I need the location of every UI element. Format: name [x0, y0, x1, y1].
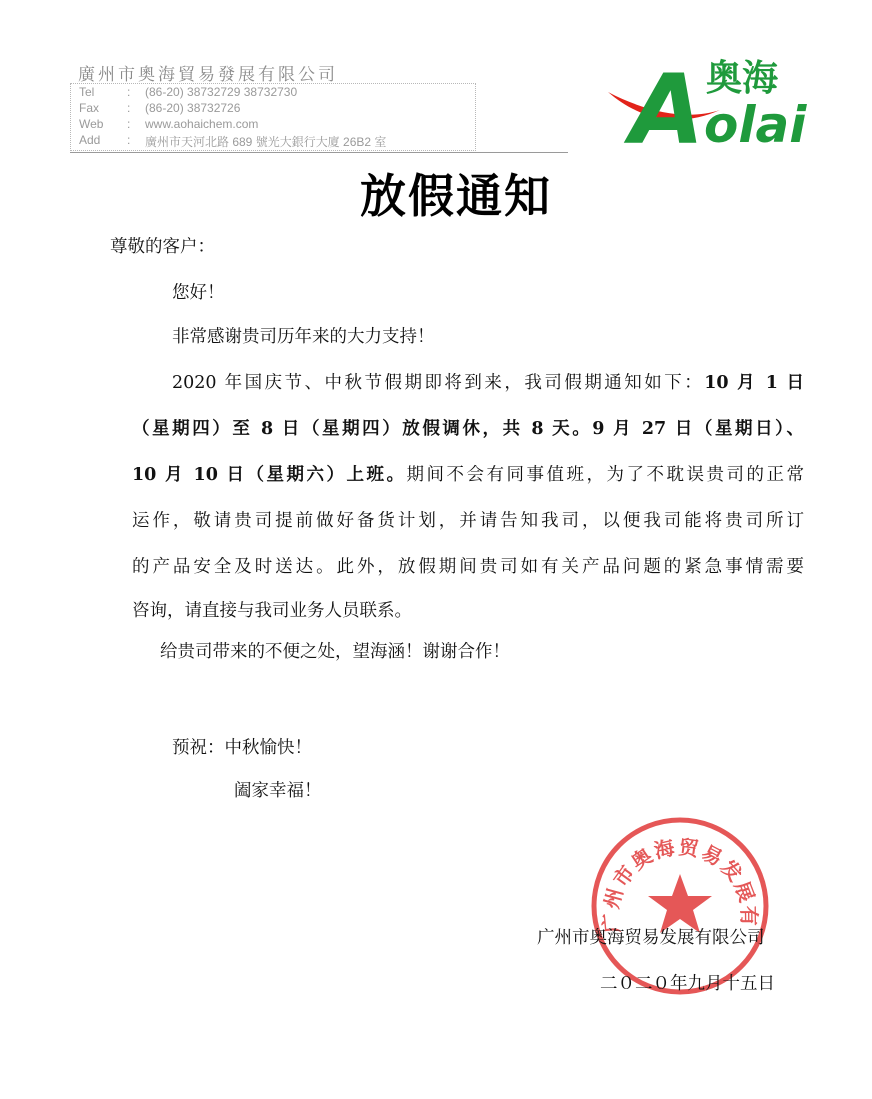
contact-label: Web: [79, 117, 104, 131]
contact-label: Tel: [79, 85, 95, 99]
contact-value: www.aohaichem.com: [145, 117, 259, 131]
body-line-4: 运作，敬请贵司提前做好备货计划，并请告知我司，以便我司能将贵司所订: [132, 511, 804, 531]
logo-graphic: [600, 50, 832, 150]
body-line-6: 咨询，请直接与我司业务人员联系。: [132, 601, 412, 621]
contact-colon: :: [127, 133, 131, 147]
body-bold-text: 10 月 1 日: [704, 373, 804, 393]
contact-value: (86-20) 38732729 38732730: [145, 85, 298, 99]
logo-chinese-text: 奥海: [706, 58, 779, 99]
contact-colon: :: [127, 85, 131, 99]
signature-company: 广州市奥海贸易发展有限公司: [537, 928, 765, 948]
body-line-1: [172, 369, 804, 394]
body-line-2: [132, 415, 804, 440]
body-line-5: 的产品安全及时送达。此外，放假期间贵司如有关产品问题的紧急事情需要: [132, 557, 804, 577]
contact-value: 廣州市天河北路 689 號光大銀行大廈 26B2 室: [145, 135, 387, 149]
contact-box: [70, 83, 476, 151]
contact-colon: :: [127, 117, 131, 131]
contact-colon: :: [127, 101, 131, 115]
thanks-line: 非常感谢贵司历年来的大力支持！: [172, 327, 435, 347]
header-divider: [70, 152, 568, 153]
body-text: 2020 年国庆节、中秋节假期即将到来，我司假期通知如下：: [172, 373, 705, 393]
logo-letter-a: A: [630, 54, 705, 150]
closing-line: 给贵司带来的不便之处，望海涵！谢谢合作！: [160, 642, 510, 662]
body-text: 期间不会有同事值班，为了不耽误贵司的正常: [406, 465, 805, 485]
hello-line: 您好！: [172, 283, 225, 303]
notice-title: 放假通知: [360, 169, 552, 223]
body-bold-text: （星期四）至 8 日（星期四）放假调休，共 8 天。9 月 27 日（星期日）、: [132, 419, 804, 439]
contact-label: Fax: [79, 101, 100, 115]
seal-text: 广州市奥海贸易发展有: [598, 834, 762, 934]
contact-value: (86-20) 38732726: [145, 101, 241, 115]
body-line-3: [132, 461, 804, 486]
letterhead-company-name: 廣州市奧海貿易發展有限公司: [78, 65, 338, 85]
greeting: 尊敬的客户：: [110, 237, 215, 257]
logo-latin-text: olai: [704, 96, 807, 150]
signature-date: 二０二０年九月十五日: [600, 974, 775, 994]
wish-line-1: 预祝：中秋愉快！: [172, 738, 312, 758]
body-bold-text: 10 月 10 日（星期六）上班。: [132, 465, 407, 485]
company-logo: [600, 50, 832, 150]
wish-line-2: 阖家幸福！: [234, 781, 322, 801]
contact-label: Add: [79, 133, 101, 147]
